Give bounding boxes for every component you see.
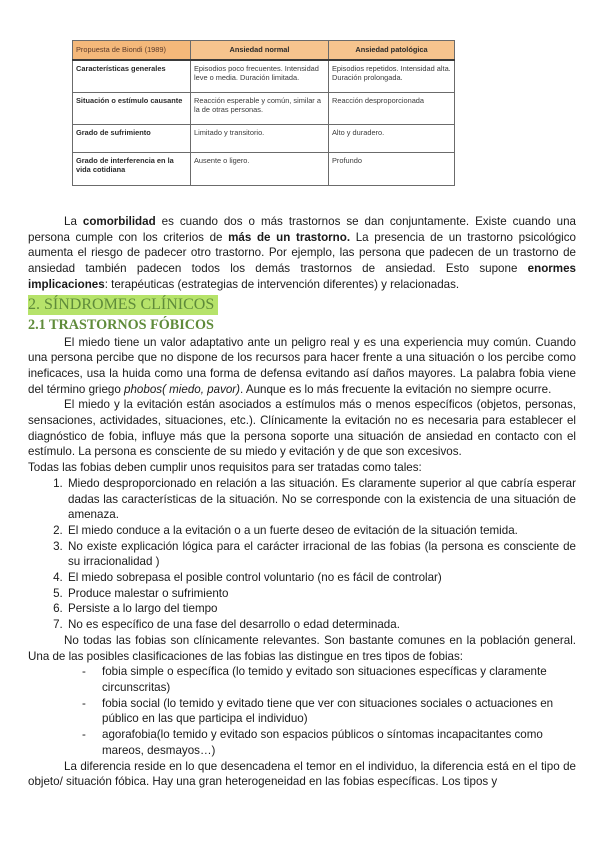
list-item: - agorafobia(lo temido y evitado son espacios públicos o síntomas incapacitantes como mareos, desmayos…) (90, 727, 576, 758)
requisitos-list (28, 476, 576, 633)
paragraph-requisitos-intro: Todas las fobias deben cumplir unos requisitos para ser tratadas como tales: (28, 461, 422, 475)
list-item: - fobia social (lo temido y evitado tiene que ver con situaciones sociales o actuaciones en público en las que participa el individuo) (90, 696, 576, 727)
column-header-pathological: Ansiedad patológica (329, 41, 455, 61)
tipos-fobia-list (28, 664, 576, 758)
bold-term: comorbilidad (82, 215, 156, 228)
paragraph-comorbilidad (28, 214, 576, 293)
list-item: 1. Miedo desproporcionado en relación a las situación. Es claramente superior al que cabría esperar dadas las características de la situación. No se corresponde con la existencia de una situación de amenaza. (66, 476, 576, 523)
paragraph-diferencia: La diferencia reside en lo que desencadena el temor en el individuo, la diferencia está en el tipo de objeto/ situación fóbica. Hay una gran heterogeneidad en las fobias específicas. Los tipos y (28, 759, 576, 789)
text-run: La (64, 215, 83, 228)
table-cell: Reacción desproporcionada (329, 93, 455, 125)
list-item: 2. El miedo conduce a la evitación o a un fuerte deseo de evitación de la situación temida. (66, 523, 576, 539)
table-cell: Profundo (329, 153, 455, 186)
table-row (73, 60, 455, 93)
row-header: Grado de interferencia en la vida cotidiana (73, 153, 191, 186)
table-cell: Reacción esperable y común, similar a la de otras personas. (191, 93, 329, 125)
paragraph-clasificacion: No todas las fobias son clínicamente relevantes. Son bastante comunes en la población general. Una de las posibles clasificaciones de las fobias las distingue en tres tipos de fobias: (28, 633, 576, 663)
table-cell: Episodios poco frecuentes. Intensidad leve o media. Duración limitada. (191, 60, 329, 93)
subsection-heading: 2.1 TRASTORNOS FÓBICOS (28, 316, 214, 333)
list-item: 5. Produce malestar o sufrimiento (66, 586, 576, 602)
section-heading: 2. SÍNDROMES CLÍNICOS (28, 295, 218, 315)
table-cell: Episodios repetidos. Intensidad alta. Duración prolongada. (329, 60, 455, 93)
text-run: es cuando dos o más trastornos se dan conjuntamente. Existe cuando una persona cumple con los criterios de (28, 215, 577, 244)
table-cell: Limitado y transitorio. (191, 125, 329, 153)
row-header: Situación o estímulo causante (73, 93, 191, 125)
bold-term: enormes implicaciones (28, 262, 576, 291)
anxiety-comparison-table (72, 40, 455, 186)
table-cell: Alto y duradero. (329, 125, 455, 153)
list-item: - fobia simple o específica (lo temido y evitado son situaciones específicas y claramente circunscritas) (90, 664, 576, 695)
list-item: 6. Persiste a lo largo del tiempo (66, 601, 576, 617)
list-item: 4. El miedo sobrepasa el posible control voluntario (no es fácil de controlar) (66, 570, 576, 586)
row-header: Características generales (73, 60, 191, 93)
list-item: 7. No es específico de una fase del desarrollo o edad determinada. (66, 617, 576, 633)
table-cell: Ausente o ligero. (191, 153, 329, 186)
table-row (73, 125, 455, 153)
column-header-normal: Ansiedad normal (191, 41, 329, 61)
table-row (73, 153, 455, 186)
list-item: 3. No existe explicación lógica para el carácter irracional de las fobias (la persona es consciente de su irracionalidad ) (66, 539, 576, 570)
bold-term: más de un trastorno. (228, 230, 351, 244)
text-run: La presencia de un trastorno psicológico aumenta el riesgo de padecer otro trastorno. Por ejemplo, las persona que padecen de un trastorno de ansiedad también padecen todos los demás trastornos de ansiedad. Esto supone (28, 230, 576, 276)
document-body (28, 214, 576, 790)
table-row (73, 93, 455, 125)
text-run: . Aunque es lo más frecuente la evitación no siempre ocurre. (240, 382, 552, 396)
text-run: : terapéuticas (estrategias de intervención diferentes) y relacionadas. (104, 277, 460, 291)
paragraph-evitacion: El miedo y la evitación están asociados a estímulos más o menos específicos (objetos, personas, sensaciones, actividades, situaciones, etc.). Clínicamente la evitación no es necesaria para establecer el diagnóstico de fobia, influye más que la persona soporte una situación de ansiedad en contacto con el estímulo. La persona es consciente de su miedo y evitación y de que son excesivos. (28, 398, 576, 459)
paragraph-miedo (28, 335, 576, 398)
row-header: Grado de sufrimiento (73, 125, 191, 153)
table-corner-header: Propuesta de Biondi (1989) (73, 41, 191, 61)
italic-term: phobos( miedo, pavor) (124, 382, 241, 396)
text-run: El miedo tiene un valor adaptativo ante un peligro real y es una experiencia muy común. Cuando una persona percibe que no dispone de los recursos para hacer frente a una situación o los percibe como ineficaces, usa la huida como una forma de defensa evitando así daños mayores. La palabra fobia viene del término griego (28, 335, 576, 396)
